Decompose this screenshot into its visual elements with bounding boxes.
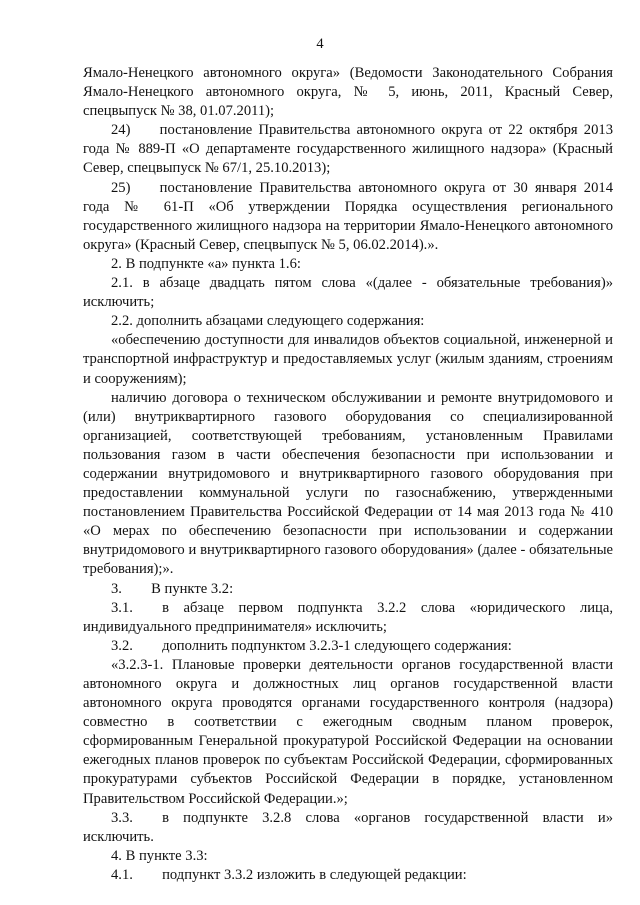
document-body	[83, 64, 613, 885]
paragraph: Ямало-Ненецкого автономного округа» (Ведомости Законодательного Собрания Ямало-Ненецкого автономного округа, № 5, июнь, 2011, Красный Север, спецвыпуск № 38, 01.07.2011);	[83, 65, 613, 120]
paragraph: 3.2. дополнить подпунктом 3.2.3-1 следующего содержания:	[111, 637, 512, 654]
paragraph: 4.1. подпункт 3.3.2 изложить в следующей редакции:	[111, 866, 467, 883]
paragraph: «3.2.3-1. Плановые проверки деятельности органов государственной власти автономного округа и должностных лиц органов государственной власти автономного округа проводятся органами государственного контроля (надзора) совместно в соответствии с ежегодным сводным планом проверок, сформированным Генеральной прокуратурой Российской Федерации на основании ежегодных планов проверок по субъектам Российской Федерации, сформированных прокуратурами субъектов Российской Федерации в порядке, установленном Правительством Российской Федерации.»;	[83, 656, 613, 807]
paragraph: «обеспечению доступности для инвалидов объектов социальной, инженерной и транспортной инфраструктур и предоставляемых услуг (жилым зданиям, строениям и сооружениям);	[83, 332, 613, 387]
paragraph: 3.1. в абзаце первом подпункта 3.2.2 слова «юридического лица, индивидуального предпринимателя» исключить;	[83, 599, 613, 635]
paragraph: наличию договора о техническом обслуживании и ремонте внутридомового и (или) внутриквартирного газового оборудования со специализированной организацией, соответствующей требованиям, установленным Правилами пользования газом в части обеспечения безопасности при использовании и содержании внутридомового и внутриквартирного газового оборудования при предоставлении коммунальной услуги по газоснабжению, утвержденными постановлением Правительства Российской Федерации от 14 мая 2013 года № 410 «О мерах по обеспечению безопасности при использовании и содержании внутридомового и внутриквартирного газового оборудования» (далее - обязательные требования);».	[83, 389, 613, 578]
paragraph: 4. В пункте 3.3:	[111, 847, 208, 864]
paragraph: 3. В пункте 3.2:	[111, 580, 234, 597]
page-number: 4	[316, 36, 324, 52]
paragraph: 3.3. в подпункте 3.2.8 слова «органов государственной власти и» исключить.	[83, 809, 613, 845]
paragraph: 24) постановление Правительства автономного округа от 22 октября 2013 года № 889-П «О департаменте государственного жилищного надзора» (Красный Север, спецвыпуск № 67/1, 25.10.2013);	[83, 122, 613, 177]
paragraph: 25) постановление Правительства автономного округа от 30 января 2014 года № 61-П «Об утверждении Порядка осуществления регионального государственного жилищного надзора на территории Ямало-Ненецкого автономного округа» (Красный Север, спецвыпуск № 5, 06.02.2014).».	[83, 179, 613, 253]
paragraph: 2. В подпункте «а» пункта 1.6:	[111, 255, 301, 272]
paragraph: 2.1. в абзаце двадцать пятом слова «(далее - обязательные требования)» исключить;	[83, 275, 613, 311]
paragraph: 2.2. дополнить абзацами следующего содержания:	[111, 313, 425, 330]
